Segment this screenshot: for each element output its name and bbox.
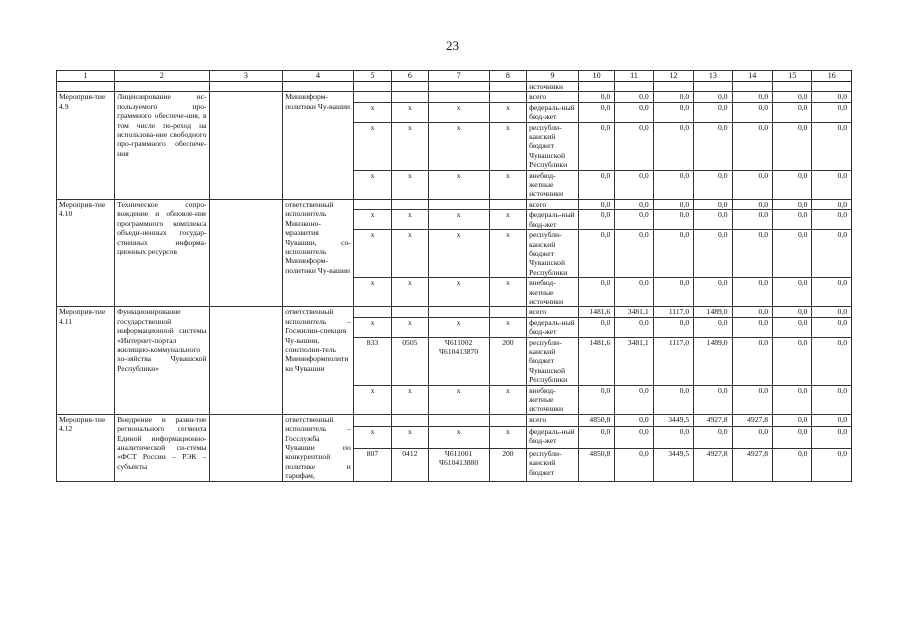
measure-name: Техническое сопро-вождение и обновле-ние программного комплекса объеди-ненных государ-ственных информа-ционных ресурсов bbox=[115, 199, 209, 306]
col-header: 9 bbox=[527, 71, 579, 82]
x-cell: x bbox=[489, 385, 526, 414]
value-cell: 0,0 bbox=[694, 170, 732, 199]
value-cell: 0,0 bbox=[812, 414, 852, 426]
source-cell: всего bbox=[527, 199, 579, 209]
source-cell: внебюд-жетные источники bbox=[527, 278, 579, 307]
value-cell: 0,0 bbox=[773, 414, 812, 426]
measure-executor: ответственный исполнитель – Госжилин-спекция Чу-вашии, соисполни-тель Мининформполитики Чувашии bbox=[283, 307, 354, 414]
table-row bbox=[57, 92, 852, 102]
source-cell: федераль-ный бюд-жет bbox=[527, 210, 579, 230]
x-cell: x bbox=[392, 122, 428, 170]
col-header: 6 bbox=[392, 71, 428, 82]
value-cell: 0,0 bbox=[615, 92, 653, 102]
value-cell: 0,0 bbox=[578, 317, 614, 337]
value-cell: 3449,5 bbox=[653, 448, 693, 481]
x-cell: x bbox=[428, 317, 489, 337]
value-cell: 0,0 bbox=[653, 102, 693, 122]
source-cell: федераль-ный бюд-жет bbox=[527, 102, 579, 122]
value-cell: 0,0 bbox=[615, 278, 653, 307]
value-cell: 0,0 bbox=[694, 92, 732, 102]
value-cell: 0,0 bbox=[615, 414, 653, 426]
value-cell: 0,0 bbox=[578, 199, 614, 209]
program-budget-table bbox=[56, 70, 852, 482]
x-cell: x bbox=[489, 230, 526, 278]
value-cell: 0,0 bbox=[615, 448, 653, 481]
value-cell: 0,0 bbox=[615, 385, 653, 414]
value-cell: 0,0 bbox=[773, 448, 812, 481]
value-cell: 0,0 bbox=[694, 102, 732, 122]
value-cell: 0,0 bbox=[732, 102, 772, 122]
source-cell: внебюд-жетные источники bbox=[527, 170, 579, 199]
value-cell: 1489,0 bbox=[694, 337, 732, 385]
value-cell: 0,0 bbox=[773, 170, 812, 199]
x-cell: x bbox=[392, 426, 428, 448]
value-cell: 0,0 bbox=[773, 317, 812, 337]
value-cell: 3481,1 bbox=[615, 337, 653, 385]
value-cell: 0,0 bbox=[694, 199, 732, 209]
col-header: 10 bbox=[578, 71, 614, 82]
measure-name: Функционирование государственной информационной системы «Интернет-портал жилищно-коммунального хо-зяйства Чувашской Республики» bbox=[115, 307, 209, 414]
value-cell: 0,0 bbox=[773, 122, 812, 170]
value-cell: 0,0 bbox=[732, 122, 772, 170]
vr-cell: 200 bbox=[489, 448, 526, 481]
col-header: 14 bbox=[732, 71, 772, 82]
source-cell: всего bbox=[527, 92, 579, 102]
x-cell: x bbox=[353, 170, 391, 199]
value-cell: 0,0 bbox=[812, 102, 852, 122]
value-cell: 0,0 bbox=[812, 307, 852, 317]
value-cell: 0,0 bbox=[694, 210, 732, 230]
value-cell: 0,0 bbox=[732, 317, 772, 337]
source-cell: источники bbox=[527, 82, 579, 92]
header-row bbox=[57, 71, 852, 82]
value-cell: 1481,6 bbox=[578, 337, 614, 385]
x-cell: x bbox=[428, 122, 489, 170]
x-cell: x bbox=[489, 122, 526, 170]
value-cell: 0,0 bbox=[812, 317, 852, 337]
col-header: 4 bbox=[283, 71, 354, 82]
col-header: 8 bbox=[489, 71, 526, 82]
value-cell: 0,0 bbox=[812, 230, 852, 278]
value-cell: 0,0 bbox=[653, 122, 693, 170]
value-cell: 4850,8 bbox=[578, 414, 614, 426]
measure-executor: ответственный исполнитель – Госслужба Чувашии по конкурентной политике и тарифам, bbox=[283, 414, 354, 481]
value-cell: 0,0 bbox=[615, 170, 653, 199]
value-cell: 0,0 bbox=[812, 448, 852, 481]
source-cell: федераль-ный бюд-жет bbox=[527, 426, 579, 448]
value-cell: 0,0 bbox=[732, 210, 772, 230]
source-cell: внебюд-жетные источники bbox=[527, 385, 579, 414]
value-cell: 0,0 bbox=[732, 385, 772, 414]
source-cell: всего bbox=[527, 307, 579, 317]
source-cell: республи-канский бюджет Чувашской Республики bbox=[527, 230, 579, 278]
value-cell: 0,0 bbox=[653, 199, 693, 209]
x-cell: x bbox=[428, 210, 489, 230]
value-cell: 3481,1 bbox=[615, 307, 653, 317]
value-cell: 0,0 bbox=[615, 426, 653, 448]
value-cell: 0,0 bbox=[615, 122, 653, 170]
col-header: 5 bbox=[353, 71, 391, 82]
x-cell: x bbox=[392, 102, 428, 122]
x-cell: x bbox=[428, 230, 489, 278]
value-cell: 0,0 bbox=[615, 210, 653, 230]
value-cell: 0,0 bbox=[578, 385, 614, 414]
col-header: 12 bbox=[653, 71, 693, 82]
col-header: 2 bbox=[115, 71, 209, 82]
measure-name: Лицензирование ис-пользуемого про-граммного обеспече-ния, в том числе пе-реход на использова-ние свободного про-граммного обеспече-ния bbox=[115, 92, 209, 199]
value-cell: 0,0 bbox=[773, 102, 812, 122]
source-cell: республи-канский бюджет Чувашской Республики bbox=[527, 122, 579, 170]
value-cell: 0,0 bbox=[615, 230, 653, 278]
value-cell: 0,0 bbox=[694, 278, 732, 307]
table-row bbox=[57, 82, 852, 92]
value-cell: 0,0 bbox=[578, 92, 614, 102]
x-cell: x bbox=[489, 170, 526, 199]
value-cell: 0,0 bbox=[773, 337, 812, 385]
value-cell: 0,0 bbox=[773, 92, 812, 102]
value-cell: 4927,8 bbox=[732, 414, 772, 426]
value-cell: 0,0 bbox=[653, 317, 693, 337]
x-cell: x bbox=[392, 385, 428, 414]
value-cell: 0,0 bbox=[653, 426, 693, 448]
value-cell: 0,0 bbox=[578, 102, 614, 122]
value-cell: 0,0 bbox=[812, 122, 852, 170]
col-header: 11 bbox=[615, 71, 653, 82]
value-cell: 0,0 bbox=[615, 199, 653, 209]
x-cell: x bbox=[353, 385, 391, 414]
x-cell: x bbox=[353, 102, 391, 122]
value-cell: 0,0 bbox=[812, 278, 852, 307]
value-cell: 0,0 bbox=[694, 385, 732, 414]
value-cell: 0,0 bbox=[732, 92, 772, 102]
value-cell: 1481,6 bbox=[578, 307, 614, 317]
value-cell: 0,0 bbox=[578, 230, 614, 278]
grbs-cell: 807 bbox=[353, 448, 391, 481]
grbs-cell: 833 bbox=[353, 337, 391, 385]
source-cell: федераль-ный бюд-жет bbox=[527, 317, 579, 337]
value-cell: 0,0 bbox=[812, 92, 852, 102]
x-cell: x bbox=[489, 278, 526, 307]
value-cell: 0,0 bbox=[812, 199, 852, 209]
value-cell: 0,0 bbox=[773, 385, 812, 414]
source-cell: республи-канский бюджет Чувашской Республики bbox=[527, 337, 579, 385]
value-cell: 0,0 bbox=[694, 426, 732, 448]
measure-code: Мероприя-тие 4.12 bbox=[57, 414, 115, 481]
value-cell: 4927,8 bbox=[694, 414, 732, 426]
value-cell: 0,0 bbox=[653, 92, 693, 102]
vr-cell: 200 bbox=[489, 337, 526, 385]
rzpr-cell: 0412 bbox=[392, 448, 428, 481]
value-cell: 0,0 bbox=[732, 230, 772, 278]
value-cell: 1117,0 bbox=[653, 307, 693, 317]
value-cell: 0,0 bbox=[653, 278, 693, 307]
value-cell: 0,0 bbox=[732, 170, 772, 199]
value-cell: 0,0 bbox=[732, 307, 772, 317]
col-header: 15 bbox=[773, 71, 812, 82]
x-cell: x bbox=[428, 102, 489, 122]
x-cell: x bbox=[353, 278, 391, 307]
x-cell: x bbox=[428, 426, 489, 448]
value-cell: 0,0 bbox=[578, 426, 614, 448]
x-cell: x bbox=[392, 278, 428, 307]
x-cell: x bbox=[489, 426, 526, 448]
value-cell: 0,0 bbox=[578, 170, 614, 199]
csr-cell: Ч611002 Ч610413870 bbox=[428, 337, 489, 385]
x-cell: x bbox=[392, 210, 428, 230]
source-cell: республи-канский бюджет bbox=[527, 448, 579, 481]
value-cell: 0,0 bbox=[578, 278, 614, 307]
table-row bbox=[57, 307, 852, 317]
value-cell: 0,0 bbox=[773, 426, 812, 448]
table-row bbox=[57, 414, 852, 426]
value-cell: 0,0 bbox=[812, 385, 852, 414]
value-cell: 0,0 bbox=[653, 210, 693, 230]
value-cell: 4927,8 bbox=[732, 448, 772, 481]
x-cell: x bbox=[392, 170, 428, 199]
col-header: 13 bbox=[694, 71, 732, 82]
x-cell: x bbox=[392, 230, 428, 278]
col-header: 1 bbox=[57, 71, 115, 82]
value-cell: 0,0 bbox=[653, 385, 693, 414]
value-cell: 0,0 bbox=[812, 210, 852, 230]
measure-executor: ответственный исполнитель Минэконо-мразвития Чувашии, со-исполнитель Мининформ-политики Чу-вашии bbox=[283, 199, 354, 306]
value-cell: 0,0 bbox=[578, 210, 614, 230]
x-cell: x bbox=[353, 122, 391, 170]
value-cell: 0,0 bbox=[773, 230, 812, 278]
value-cell: 0,0 bbox=[773, 278, 812, 307]
x-cell: x bbox=[353, 230, 391, 278]
x-cell: x bbox=[353, 210, 391, 230]
x-cell: x bbox=[489, 210, 526, 230]
measure-name: Внедрение и разви-тие регионального сегмента Единой информационно-аналитической си-стемы «ФСТ России – РЭК – субъекты bbox=[115, 414, 209, 481]
value-cell: 1489,0 bbox=[694, 307, 732, 317]
value-cell: 0,0 bbox=[694, 230, 732, 278]
x-cell: x bbox=[428, 385, 489, 414]
x-cell: x bbox=[489, 317, 526, 337]
value-cell: 0,0 bbox=[732, 426, 772, 448]
x-cell: x bbox=[428, 278, 489, 307]
value-cell: 4850,8 bbox=[578, 448, 614, 481]
source-cell: всего bbox=[527, 414, 579, 426]
value-cell: 0,0 bbox=[773, 199, 812, 209]
value-cell: 0,0 bbox=[732, 278, 772, 307]
csr-cell: Ч611001 Ч610413880 bbox=[428, 448, 489, 481]
value-cell: 0,0 bbox=[812, 170, 852, 199]
x-cell: x bbox=[489, 102, 526, 122]
measure-executor: Мининформ-политики Чу-вашии bbox=[283, 92, 354, 199]
value-cell: 3449,5 bbox=[653, 414, 693, 426]
page-number: 23 bbox=[446, 38, 459, 53]
value-cell: 0,0 bbox=[694, 122, 732, 170]
value-cell: 0,0 bbox=[773, 307, 812, 317]
value-cell: 0,0 bbox=[732, 199, 772, 209]
col-header: 7 bbox=[428, 71, 489, 82]
value-cell: 0,0 bbox=[615, 102, 653, 122]
value-cell: 1117,0 bbox=[653, 337, 693, 385]
value-cell: 0,0 bbox=[732, 337, 772, 385]
measure-code: Мероприя-тие 4.10 bbox=[57, 199, 115, 306]
value-cell: 0,0 bbox=[578, 122, 614, 170]
x-cell: x bbox=[353, 317, 391, 337]
value-cell: 0,0 bbox=[615, 317, 653, 337]
x-cell: x bbox=[392, 317, 428, 337]
value-cell: 0,0 bbox=[812, 426, 852, 448]
x-cell: x bbox=[353, 426, 391, 448]
value-cell: 0,0 bbox=[653, 230, 693, 278]
measure-code: Мероприя-тие 4.9 bbox=[57, 92, 115, 199]
table-row bbox=[57, 199, 852, 209]
value-cell: 0,0 bbox=[812, 337, 852, 385]
value-cell: 0,0 bbox=[694, 317, 732, 337]
col-header: 16 bbox=[812, 71, 852, 82]
rzpr-cell: 0505 bbox=[392, 337, 428, 385]
x-cell: x bbox=[428, 170, 489, 199]
value-cell: 0,0 bbox=[773, 210, 812, 230]
value-cell: 4927,8 bbox=[694, 448, 732, 481]
col-header: 3 bbox=[209, 71, 283, 82]
value-cell: 0,0 bbox=[653, 170, 693, 199]
measure-code: Мероприя-тие 4.11 bbox=[57, 307, 115, 414]
